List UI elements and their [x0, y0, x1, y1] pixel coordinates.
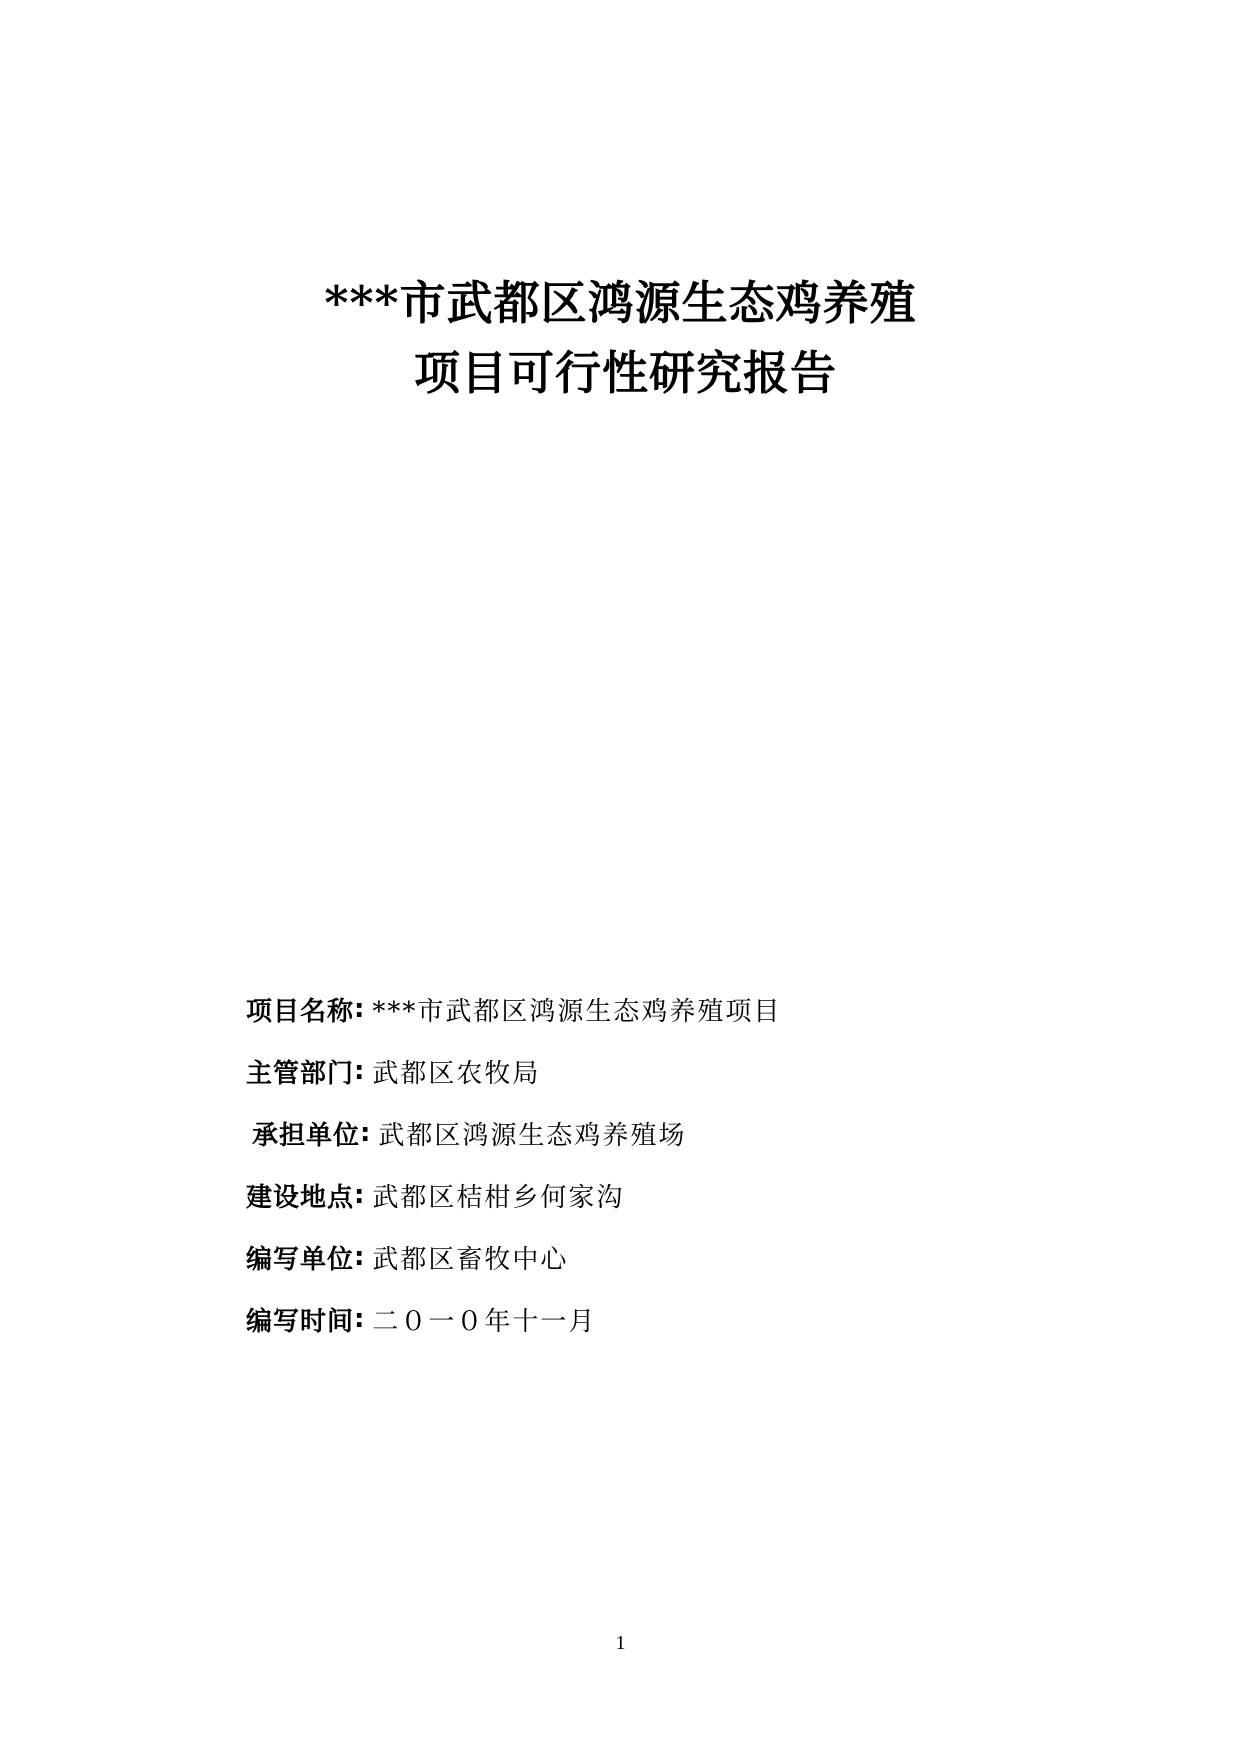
info-label: 主管部门	[246, 1058, 355, 1089]
info-value: 武都区畜牧中心	[372, 1244, 569, 1275]
info-row-author-unit	[246, 1226, 1146, 1288]
info-row-project-name	[246, 978, 1146, 1040]
info-label: 编写单位	[246, 1244, 355, 1275]
info-colon: :	[354, 1180, 365, 1210]
title-line-1: ***市武都区鸿源生态鸡养殖	[324, 276, 917, 330]
info-value: 武都区鸿源生态鸡养殖场	[378, 1120, 687, 1151]
info-row-location	[246, 1164, 1146, 1226]
info-colon: :	[354, 1304, 365, 1334]
info-row-date	[246, 1288, 1146, 1350]
info-value: 二０一０年十一月	[372, 1306, 597, 1337]
info-colon: :	[354, 1242, 365, 1272]
title-line-2: 项目可行性研究报告	[414, 346, 837, 400]
info-row-department	[246, 1040, 1146, 1102]
info-colon: :	[354, 1056, 365, 1086]
info-colon: :	[354, 994, 365, 1024]
info-colon: :	[360, 1118, 371, 1148]
info-label: 项目名称	[246, 996, 355, 1027]
project-info	[246, 978, 1146, 1350]
info-value: 武都区桔柑乡何家沟	[372, 1182, 625, 1213]
info-label: 承担单位	[252, 1120, 361, 1151]
info-label: 编写时间	[246, 1306, 355, 1337]
info-value: 武都区农牧局	[372, 1058, 541, 1089]
info-row-undertaker	[246, 1102, 1146, 1164]
report-title	[0, 268, 1241, 408]
info-value: ***市武都区鸿源生态鸡养殖项目	[372, 996, 782, 1027]
info-label: 建设地点	[246, 1182, 355, 1213]
page-number: 1	[615, 1632, 626, 1654]
